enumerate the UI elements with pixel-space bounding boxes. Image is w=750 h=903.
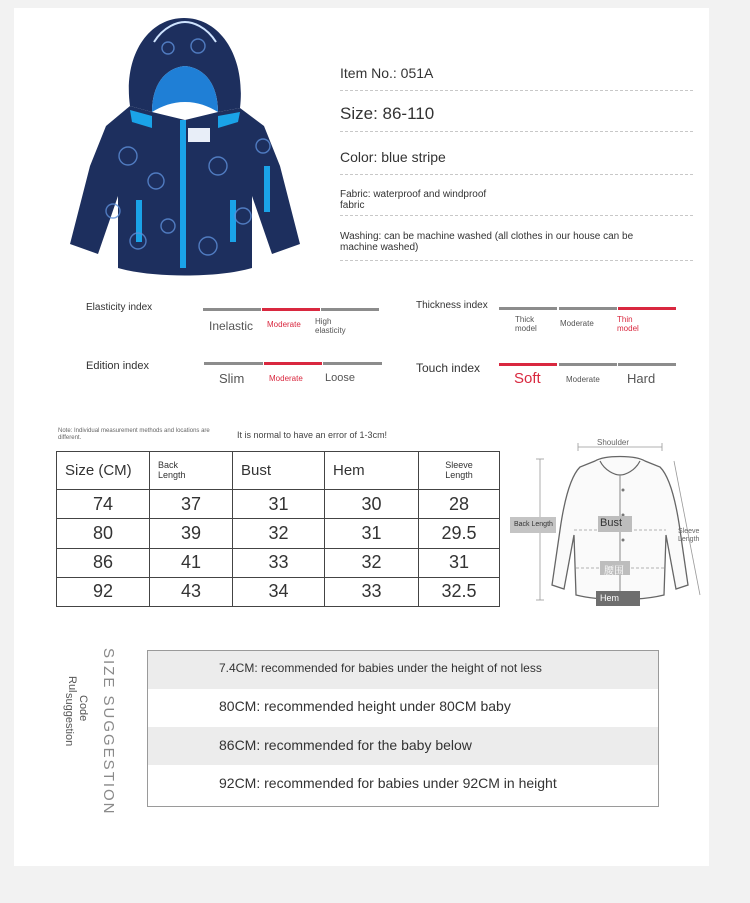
touch-option-moderate: Moderate <box>566 375 600 384</box>
measurement-note: Note: Individual measurement methods and locations are <box>58 428 210 434</box>
suggestion-text: 92CM: recommended for babies under 92CM in height <box>219 775 557 791</box>
thickness-option-thin-model: model <box>617 324 639 333</box>
divider <box>340 260 693 261</box>
fabric-info-cont: fabric <box>340 200 365 211</box>
edition-option-loose: Loose <box>325 372 355 384</box>
thickness-option-moderate: Moderate <box>560 319 594 328</box>
cell-bust: 34 <box>233 577 325 606</box>
edition-index-label: Edition index <box>86 360 149 372</box>
divider <box>340 90 693 91</box>
cell-size: 92 <box>57 577 150 606</box>
edition-option-slim: Slim <box>219 371 245 386</box>
back-length-label: Back Length <box>514 521 553 528</box>
touch-option-soft: Soft <box>514 370 541 387</box>
cell-hem: 30 <box>325 490 419 519</box>
fabric-info: Fabric: waterproof and windproof <box>340 189 487 200</box>
thickness-option-thick: Thick <box>515 315 535 324</box>
cell-hem: 32 <box>325 548 419 577</box>
suggestion-label: suggestion <box>63 693 75 747</box>
table-row <box>57 577 500 606</box>
cell-size: 80 <box>57 519 150 548</box>
error-note: It is normal to have an error of 1-3cm! <box>237 430 388 440</box>
header-bust: Bust <box>233 452 325 490</box>
touch-option-hard: Hard <box>627 371 656 386</box>
divider <box>340 215 693 216</box>
suggestion-text: 7.4CM: recommended for babies under the height of not less <box>219 661 542 675</box>
table-row <box>57 490 500 519</box>
elasticity-bar-inelastic <box>203 308 261 311</box>
suggestion-text: 80CM: recommended height under 80CM baby <box>219 698 511 714</box>
washing-info-cont: machine washed) <box>340 242 419 253</box>
header-sleeve: Sleeve <box>445 459 473 470</box>
shoulder-label: Shoulder <box>597 438 630 447</box>
hem-label: Hem <box>600 593 620 603</box>
cell-back-length: 43 <box>150 577 233 606</box>
cell-sleeve: 29.5 <box>419 519 500 548</box>
thickness-bar-thin <box>618 307 676 310</box>
suggestion-text: 86CM: recommended for the baby below <box>219 737 472 753</box>
cell-back-length: 37 <box>150 490 233 519</box>
edition-bar-moderate <box>264 362 322 365</box>
cell-sleeve: 32.5 <box>419 577 500 606</box>
bust-label: Bust <box>600 517 623 529</box>
cell-hem: 31 <box>325 519 419 548</box>
sleeve-label: Sleeve <box>678 528 700 535</box>
sleeve-length-label: Length <box>678 536 700 543</box>
size-table <box>56 451 500 607</box>
cell-sleeve: 28 <box>419 490 500 519</box>
elasticity-bar-moderate <box>262 308 320 311</box>
table-header-row <box>57 452 500 490</box>
waist-label: 腰围 <box>604 566 624 577</box>
elasticity-option-elasticity: elasticity <box>315 326 346 335</box>
cell-back-length: 39 <box>150 519 233 548</box>
thickness-bar-thick <box>499 307 557 310</box>
elasticity-option-high: High <box>315 317 332 326</box>
touch-bar-soft <box>499 363 557 366</box>
header-back: Back <box>158 459 179 470</box>
elasticity-bar-high <box>321 308 379 311</box>
touch-bar-moderate <box>559 363 617 366</box>
touch-index-label: Touch index <box>416 361 481 375</box>
touch-bar-hard <box>618 363 676 366</box>
cell-bust: 33 <box>233 548 325 577</box>
thickness-option-thin: Thin <box>617 315 633 324</box>
list-item <box>148 651 658 689</box>
header-sleeve-length-2: Length <box>445 469 473 480</box>
table-row <box>57 548 500 577</box>
header-back-length-2: Length <box>158 469 186 480</box>
cell-bust: 32 <box>233 519 325 548</box>
list-item <box>148 689 658 727</box>
cell-size: 86 <box>57 548 150 577</box>
washing-info: Washing: can be machine washed (all clothes in our house can be <box>340 231 634 242</box>
header-sleeve-length <box>419 452 500 490</box>
edition-option-moderate: Moderate <box>269 374 303 383</box>
size-suggestion-box <box>147 650 659 807</box>
header-hem: Hem <box>325 452 419 490</box>
cell-sleeve: 31 <box>419 548 500 577</box>
divider <box>340 131 693 132</box>
table-row <box>57 519 500 548</box>
elasticity-option-moderate: Moderate <box>267 320 301 329</box>
divider <box>340 174 693 175</box>
thickness-index-label: Thickness index <box>416 300 488 311</box>
list-item <box>148 727 658 765</box>
thickness-bar-moderate <box>559 307 617 310</box>
elasticity-option-inelastic: Inelastic <box>209 319 254 333</box>
measurement-note-cont: different. <box>58 435 82 441</box>
thickness-option-thick-model: model <box>515 324 537 333</box>
cell-hem: 33 <box>325 577 419 606</box>
item-number: Item No.: 051A <box>340 65 434 81</box>
cell-size: 74 <box>57 490 150 519</box>
header-back-length <box>150 452 233 490</box>
cell-bust: 31 <box>233 490 325 519</box>
rule-label: Rul <box>66 676 78 693</box>
size-range: Size: 86-110 <box>340 104 435 123</box>
size-suggestion-title: SIZE SUGGESTION <box>100 648 117 816</box>
cell-back-length: 41 <box>150 548 233 577</box>
elasticity-index-label: Elasticity index <box>86 302 153 313</box>
edition-bar-slim <box>204 362 263 365</box>
list-item <box>148 765 658 803</box>
code-label: Code <box>77 695 89 722</box>
jacket-image <box>68 16 304 280</box>
edition-bar-loose <box>323 362 382 365</box>
header-size: Size (CM) <box>57 452 150 490</box>
color-info: Color: blue stripe <box>340 149 446 165</box>
